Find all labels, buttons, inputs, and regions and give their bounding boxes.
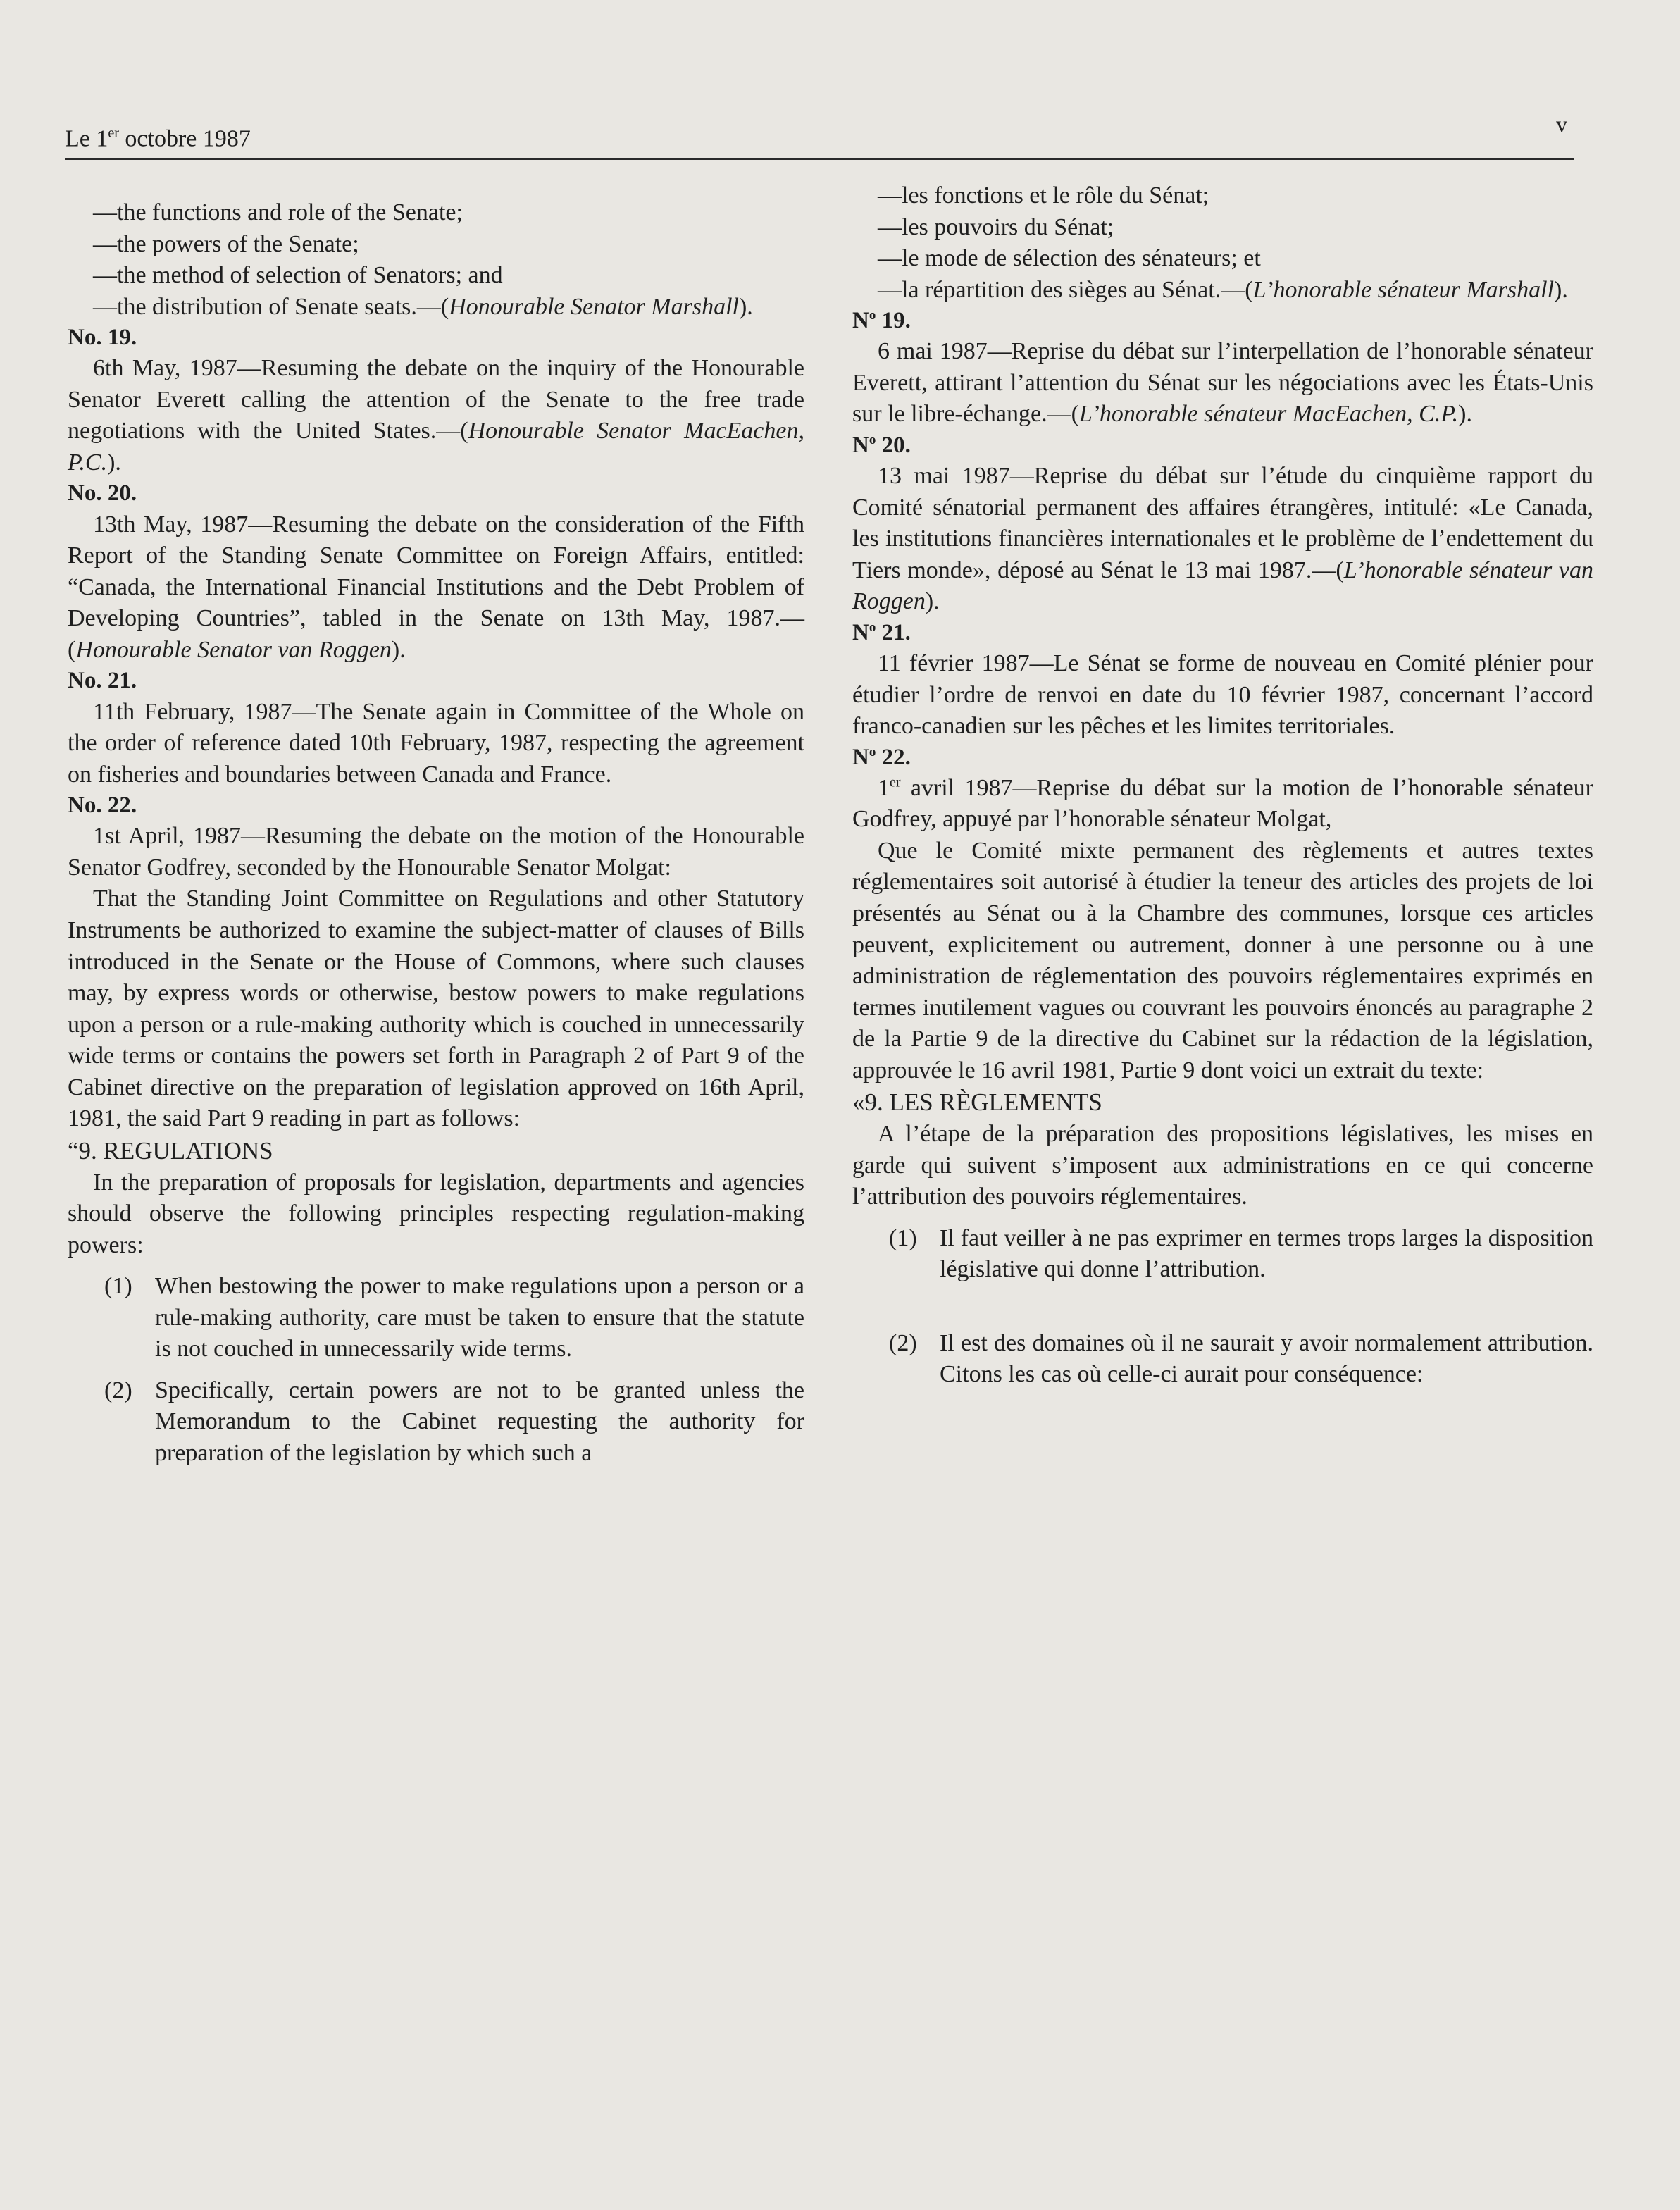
point-text: Il est des domaines où il ne saurait y avoir normalement attribution. Citons les cas où celle-ci aurait pour conséquence: [940, 1329, 1593, 1388]
item-text: 11th February, 1987—The Senate again in Committee of the Whole on the order of reference dated 10th February, 1987, respecting the agreement on fisheries and boundaries between Canada and France. [68, 698, 804, 788]
item-text: 6th May, 1987—Resuming the debate on the inquiry of the Honourable Senator Everett calling the attention of the Senate to the free trade negotiations with the United States.—(Honourable Senator MacEachen, P.C.). [68, 355, 804, 476]
point-number: (1) [889, 1224, 917, 1251]
subheading: “9. REGULATIONS [68, 1136, 273, 1165]
page-header [65, 111, 1574, 160]
motion-text: That the Standing Joint Committee on Regulations and other Statutory Instruments be authorized to examine the subject-matter of clauses of Bills introduced in the Senate or the House of Commons, where such clauses may, by express words or otherwise, bestow powers to make regulations upon a person or a rule-making authority which is couched in unnecessarily wide terms or contains the powers set forth in Paragraph 2 of Part 9 of the Cabinet directive on the preparation of legislation approved on 16th April, 1981, the said Part 9 reading in part as follows: [68, 886, 804, 1132]
item-heading: $N^o$ 21. [852, 619, 911, 645]
motion-text: Que le Comité mixte permanent des règlements et autres textes réglementaires soit autorisé à étudier la teneur des articles des projets de loi présentés au Sénat ou à la Chambre des communes, lorsque ces articles peuvent, explicitement ou autrement, donner à une personne ou à une administration de réglementation des pouvoirs réglementaires exprimés en termes inutilement vagues ou couvrant les pouvoirs énoncés au paragraphe 2 de la Partie 9 de la directive du Cabinet sur la rédaction de la législation, approuvée le 16 avril 1981, Partie 9 dont voici un extrait du texte: [852, 837, 1593, 1084]
bullet-item: —the powers of the Senate; [93, 230, 359, 257]
bullet-item: —la répartition des sièges au Sénat.—(L’honorable sénateur Marshall). [878, 276, 1568, 303]
bullet-item: —les fonctions et le rôle du Sénat; [878, 182, 1209, 209]
item-heading: $N^o$ 20. [852, 432, 911, 458]
french-column [852, 180, 1593, 1391]
item-text: 6 mai 1987—Reprise du débat sur l’interpellation de l’honorable sénateur Everett, attirant l’attention du Sénat sur les négociations avec les États-Unis sur le libre-échange.—(L’honorable sénateur MacEachen, C.P.). [852, 338, 1593, 428]
header-date: Le 1er octobre 1987 [65, 125, 251, 152]
item-text: 13 mai 1987—Reprise du débat sur l’étude du cinquième rapport du Comité sénatorial permanent des affaires étrangères, intitulé: «Le Canada, les institutions financières internationales et le problème de l’endettement du Tiers monde», déposé au Sénat le 13 mai 1987.—(L’honorable sénateur van Roggen). [852, 463, 1594, 615]
bullet-item: —the functions and role of the Senate; [93, 199, 463, 225]
bullet-item: —the distribution of Senate seats.—(Honourable Senator Marshall). [93, 293, 753, 320]
point-number: (2) [889, 1329, 917, 1356]
item-heading: No. 20. [68, 480, 137, 507]
numbered-point [104, 1375, 804, 1470]
point-number: (2) [104, 1377, 132, 1403]
item-heading: $N^o$ 22. [852, 744, 911, 770]
point-text: When bestowing the power to make regulations upon a person or a rule-making authority, care must be taken to ensure that the statute is not couched in unnecessarily wide terms. [155, 1273, 804, 1362]
item-text: 13th May, 1987—Resuming the debate on the consideration of the Fifth Report of the Standing Senate Committee on Foreign Affairs, entitled: “Canada, the International Financial Institutions and the Debt Problem of Developing Countries”, tabled in the Senate on 13th May, 1987.—(Honourable Senator van Roggen). [68, 511, 804, 663]
point-number: (1) [104, 1273, 132, 1300]
point-text: Specifically, certain powers are not to be granted unless the Memorandum to the Cabinet requesting the authority for preparation of the legislation by which such a [155, 1377, 804, 1466]
item-text: 11 février 1987—Le Sénat se forme de nouveau en Comité plénier pour étudier l’ordre de renvoi en date du 10 février 1987, concernant l’accord franco-canadien sur les pêches et les limites territoriales. [852, 650, 1593, 740]
english-column [68, 197, 804, 1469]
page-number: v [1556, 111, 1567, 137]
subheading: «9. LES RÈGLEMENTS [852, 1088, 1102, 1117]
point-text: Il faut veiller à ne pas exprimer en termes trops larges la disposition législative qui donne l’attribution. [940, 1224, 1593, 1283]
item-text: 1st April, 1987—Resuming the debate on the motion of the Honourable Senator Godfrey, seconded by the Honourable Senator Molgat: [68, 823, 804, 881]
numbered-point [889, 1223, 1593, 1286]
bullet-item: —les pouvoirs du Sénat; [878, 213, 1114, 240]
item-heading: No. 22. [68, 793, 137, 819]
bullet-item: —le mode de sélection des sénateurs; et [878, 245, 1261, 272]
numbered-point [889, 1328, 1593, 1391]
intro-text: In the preparation of proposals for legislation, departments and agencies should observe the following principles respecting regulation-making powers: [68, 1169, 804, 1258]
intro-text: A l’étape de la préparation des propositions législatives, les mises en garde qui suivent s’imposent aux administrations en ce qui concerne l’attribution des pouvoirs réglementaires. [852, 1121, 1593, 1210]
numbered-point [104, 1271, 804, 1365]
item-heading: $N^o$ 19. [852, 308, 911, 334]
bullet-item: —the method of selection of Senators; and [93, 262, 503, 289]
item-heading: No. 21. [68, 668, 137, 694]
item-heading: No. 19. [68, 325, 137, 351]
item-text: 1er avril 1987—Reprise du débat sur la motion de l’honorable sénateur Godfrey, appuyé par l’honorable sénateur Molgat, [852, 774, 1593, 833]
